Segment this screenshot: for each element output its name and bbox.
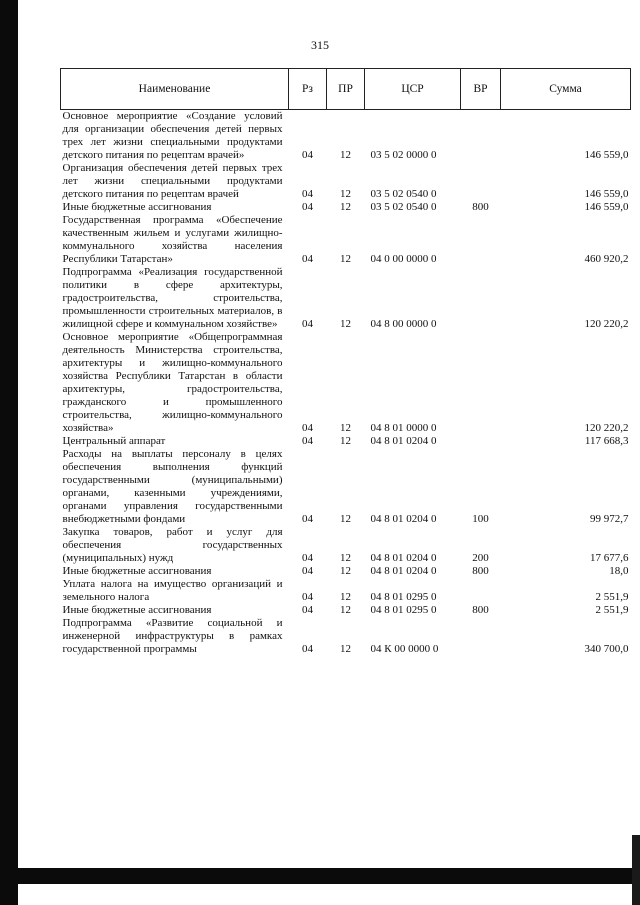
page-number: 315 bbox=[311, 38, 329, 52]
row-pr: 12 bbox=[340, 643, 351, 655]
row-rz: 04 bbox=[302, 318, 313, 330]
row-pr: 12 bbox=[340, 201, 351, 213]
row-csr: 04 8 01 0204 0 bbox=[370, 552, 437, 564]
row-vr: 800 bbox=[472, 201, 489, 213]
table-row bbox=[61, 266, 631, 331]
row-rz: 04 bbox=[302, 513, 313, 525]
row-rz: 04 bbox=[302, 422, 313, 434]
row-rz: 04 bbox=[302, 565, 313, 577]
row-name: Организация обеспечения детей первых трех лет жизни специальными продуктами детского питания по рецептам врачей bbox=[62, 162, 283, 200]
row-sum: 146 559,0 bbox=[584, 201, 629, 213]
row-rz: 04 bbox=[302, 435, 313, 447]
row-csr: 03 5 02 0000 0 bbox=[370, 149, 437, 161]
row-name: Расходы на выплаты персоналу в целях обеспечения выполнения функций государственными (муниципальными) органами, казенными учреждениями, органами управления государственными внебюджетными фондами bbox=[62, 448, 283, 525]
row-pr: 12 bbox=[340, 188, 351, 200]
row-sum: 17 677,6 bbox=[590, 552, 629, 564]
table-header bbox=[61, 69, 631, 110]
row-csr: 04 8 01 0204 0 bbox=[370, 565, 437, 577]
row-name: Центральный аппарат bbox=[62, 435, 166, 447]
row-vr: 200 bbox=[472, 552, 489, 564]
row-vr bbox=[461, 435, 501, 448]
row-rz: 04 bbox=[302, 643, 313, 655]
scan-edge-right bbox=[632, 835, 640, 905]
table-row bbox=[61, 578, 631, 604]
row-csr: 04 8 01 0295 0 bbox=[370, 604, 437, 616]
row-sum: 340 700,0 bbox=[584, 643, 629, 655]
row-name: Иные бюджетные ассигнования bbox=[62, 604, 212, 616]
row-sum: 146 559,0 bbox=[584, 149, 629, 161]
row-pr: 12 bbox=[340, 422, 351, 434]
row-pr: 12 bbox=[340, 591, 351, 603]
header-vr: ВР bbox=[461, 69, 501, 110]
row-csr: 04 8 01 0204 0 bbox=[370, 513, 437, 525]
row-pr: 12 bbox=[340, 552, 351, 564]
row-vr: 800 bbox=[472, 565, 489, 577]
table-row bbox=[61, 331, 631, 435]
row-name: Уплата налога на имущество организаций и земельного налога bbox=[62, 578, 283, 603]
header-name: Наименование bbox=[61, 69, 289, 110]
row-pr: 12 bbox=[340, 604, 351, 616]
row-rz: 04 bbox=[302, 188, 313, 200]
table-row bbox=[61, 617, 631, 656]
row-vr: 800 bbox=[472, 604, 489, 616]
row-vr bbox=[461, 617, 501, 656]
row-name: Основное мероприятие «Общепрограммная деятельность Министерства строительства, архитектуры и жилищно-коммунального хозяйства Республики Татарстан в области архитектуры, градостроительства, гражданского и промышленного строительства, жилищно-коммунального хозяйства» bbox=[62, 331, 283, 434]
row-csr: 04 8 01 0204 0 bbox=[370, 435, 437, 447]
table-row bbox=[61, 110, 631, 163]
row-vr bbox=[461, 110, 501, 163]
budget-table bbox=[60, 68, 631, 656]
row-rz: 04 bbox=[302, 253, 313, 265]
row-name: Иные бюджетные ассигнования bbox=[62, 565, 212, 577]
row-vr bbox=[461, 214, 501, 266]
row-name: Закупка товаров, работ и услуг для обеспечения государственных (муниципальных) нужд bbox=[62, 526, 283, 564]
row-csr: 04 8 01 0000 0 bbox=[370, 422, 437, 434]
row-name: Основное мероприятие «Создание условий для организации обеспечения детей первых трех лет жизни специальными продуктами детского питания по рецептам врачей» bbox=[62, 110, 283, 161]
row-pr: 12 bbox=[340, 318, 351, 330]
row-csr: 04 0 00 0000 0 bbox=[370, 253, 437, 265]
table-body bbox=[61, 110, 631, 657]
row-csr: 04 8 01 0295 0 bbox=[370, 591, 437, 603]
table-row bbox=[61, 604, 631, 617]
header-sum: Сумма bbox=[501, 69, 631, 110]
row-vr bbox=[461, 162, 501, 201]
row-sum: 99 972,7 bbox=[590, 513, 629, 525]
row-csr: 04 К 00 0000 0 bbox=[370, 643, 439, 655]
row-csr: 03 5 02 0540 0 bbox=[370, 201, 437, 213]
row-pr: 12 bbox=[340, 253, 351, 265]
row-rz: 04 bbox=[302, 591, 313, 603]
row-sum: 18,0 bbox=[609, 565, 629, 577]
scan-edge-left bbox=[0, 0, 18, 905]
table-row bbox=[61, 448, 631, 526]
row-vr: 100 bbox=[472, 513, 489, 525]
row-name: Иные бюджетные ассигнования bbox=[62, 201, 212, 213]
scan-edge-bottom bbox=[18, 868, 640, 884]
row-sum: 120 220,2 bbox=[584, 318, 629, 330]
table-row bbox=[61, 162, 631, 201]
row-sum: 2 551,9 bbox=[595, 591, 629, 603]
row-pr: 12 bbox=[340, 149, 351, 161]
row-vr bbox=[461, 578, 501, 604]
row-name: Подпрограмма «Развитие социальной и инженерной инфраструктуры в рамках государственной программы bbox=[62, 617, 283, 655]
row-pr: 12 bbox=[340, 513, 351, 525]
row-rz: 04 bbox=[302, 552, 313, 564]
row-rz: 04 bbox=[302, 604, 313, 616]
header-pr: ПР bbox=[327, 69, 365, 110]
row-sum: 117 668,3 bbox=[584, 435, 629, 447]
row-pr: 12 bbox=[340, 435, 351, 447]
row-csr: 03 5 02 0540 0 bbox=[370, 188, 437, 200]
table-row bbox=[61, 565, 631, 578]
row-sum: 2 551,9 bbox=[595, 604, 629, 616]
row-sum: 146 559,0 bbox=[584, 188, 629, 200]
row-vr bbox=[461, 331, 501, 435]
row-sum: 460 920,2 bbox=[584, 253, 629, 265]
table-row bbox=[61, 201, 631, 214]
row-name: Государственная программа «Обеспечение качественным жильем и услугами жилищно-коммунального хозяйства населения Республики Татарстан» bbox=[62, 214, 283, 265]
row-vr bbox=[461, 266, 501, 331]
row-pr: 12 bbox=[340, 565, 351, 577]
table-row bbox=[61, 214, 631, 266]
table-row bbox=[61, 435, 631, 448]
header-rz: Рз bbox=[289, 69, 327, 110]
row-name: Подпрограмма «Реализация государственной политики в сфере архитектуры, градостроительства, строительства, промышленности строительных материалов, в жилищной сфере и коммунальном хозяйстве» bbox=[62, 266, 283, 330]
row-csr: 04 8 00 0000 0 bbox=[370, 318, 437, 330]
row-rz: 04 bbox=[302, 149, 313, 161]
row-rz: 04 bbox=[302, 201, 313, 213]
header-csr: ЦСР bbox=[365, 69, 461, 110]
row-sum: 120 220,2 bbox=[584, 422, 629, 434]
table-row bbox=[61, 526, 631, 565]
